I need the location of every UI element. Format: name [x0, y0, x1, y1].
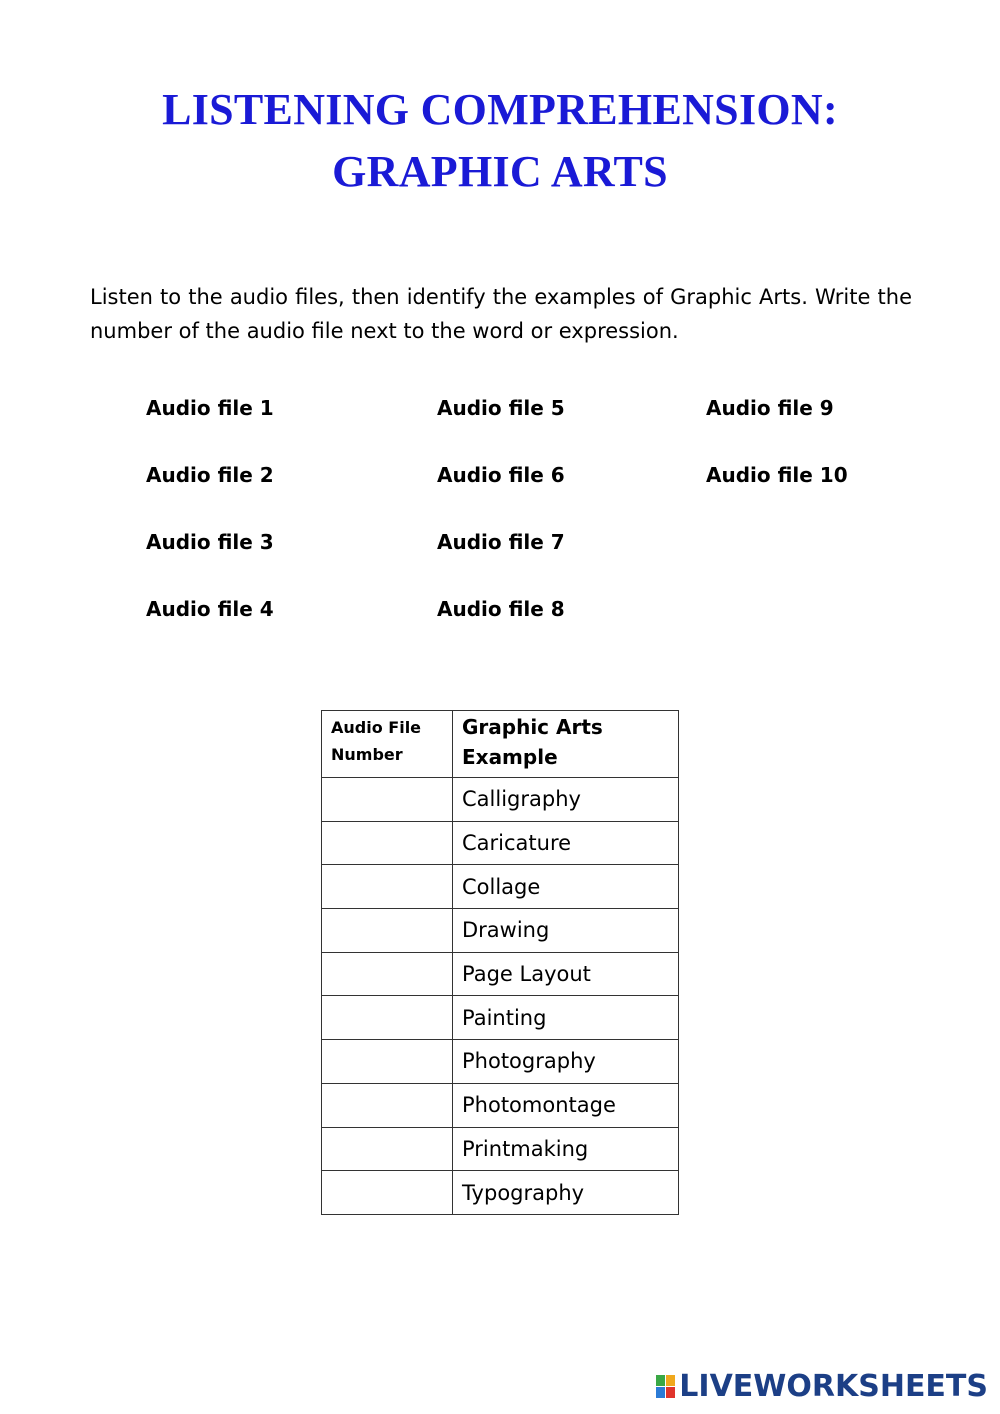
answer-cell[interactable] [322, 821, 453, 865]
instructions: Listen to the audio files, then identify the examples of Graphic Arts. Write the number of the audio file next to the word or expression. [90, 285, 912, 343]
table-row [322, 1040, 679, 1084]
liveworksheets-logo-icon [656, 1375, 675, 1398]
answer-cell[interactable] [322, 996, 453, 1040]
table-row [322, 1171, 679, 1215]
audio-file-3[interactable]: Audio file 3 [146, 530, 274, 554]
logo-square-1 [656, 1375, 665, 1386]
example-cell: Calligraphy [453, 778, 679, 822]
audio-file-2[interactable]: Audio file 2 [146, 463, 274, 487]
example-cell: Caricature [453, 821, 679, 865]
example-cell: Photography [453, 1040, 679, 1084]
audio-file-5[interactable]: Audio file 5 [437, 396, 565, 420]
answer-cell[interactable] [322, 952, 453, 996]
answer-cell[interactable] [322, 778, 453, 822]
table-row [322, 952, 679, 996]
answer-cell[interactable] [322, 1171, 453, 1215]
audio-file-1[interactable]: Audio file 1 [146, 396, 274, 420]
answer-table [321, 710, 679, 1215]
table-row [322, 778, 679, 822]
title-line-2: GRAPHIC ARTS [332, 147, 668, 196]
table-row [322, 821, 679, 865]
audio-file-10[interactable]: Audio file 10 [706, 463, 848, 487]
answer-cell[interactable] [322, 1040, 453, 1084]
logo-square-2 [666, 1375, 675, 1386]
logo-square-4 [666, 1387, 675, 1398]
title-line-1: LISTENING COMPREHENSION: [162, 85, 838, 134]
example-cell: Printmaking [453, 1127, 679, 1171]
audio-file-7[interactable]: Audio file 7 [437, 530, 565, 554]
liveworksheets-brand[interactable] [656, 1369, 988, 1404]
audio-file-4[interactable]: Audio file 4 [146, 597, 274, 621]
example-cell: Typography [453, 1171, 679, 1215]
example-cell: Page Layout [453, 952, 679, 996]
answer-cell[interactable] [322, 865, 453, 909]
answer-cell[interactable] [322, 1083, 453, 1127]
audio-file-9[interactable]: Audio file 9 [706, 396, 834, 420]
answer-cell[interactable] [322, 1127, 453, 1171]
table-row [322, 1083, 679, 1127]
example-cell: Painting [453, 996, 679, 1040]
audio-file-8[interactable]: Audio file 8 [437, 597, 565, 621]
logo-square-3 [656, 1387, 665, 1398]
table-row [322, 996, 679, 1040]
table-row [322, 865, 679, 909]
example-cell: Collage [453, 865, 679, 909]
table-header-row [322, 711, 679, 778]
answer-cell[interactable] [322, 909, 453, 953]
header-graphic-arts-example: Graphic Arts Example [453, 711, 679, 778]
example-cell: Photomontage [453, 1083, 679, 1127]
table-row [322, 909, 679, 953]
audio-file-6[interactable]: Audio file 6 [437, 463, 565, 487]
header-audio-file-number: Audio File Number [322, 711, 453, 778]
brand-name: LIVEWORKSHEETS [679, 1369, 988, 1404]
example-cell: Drawing [453, 909, 679, 953]
table-row [322, 1127, 679, 1171]
